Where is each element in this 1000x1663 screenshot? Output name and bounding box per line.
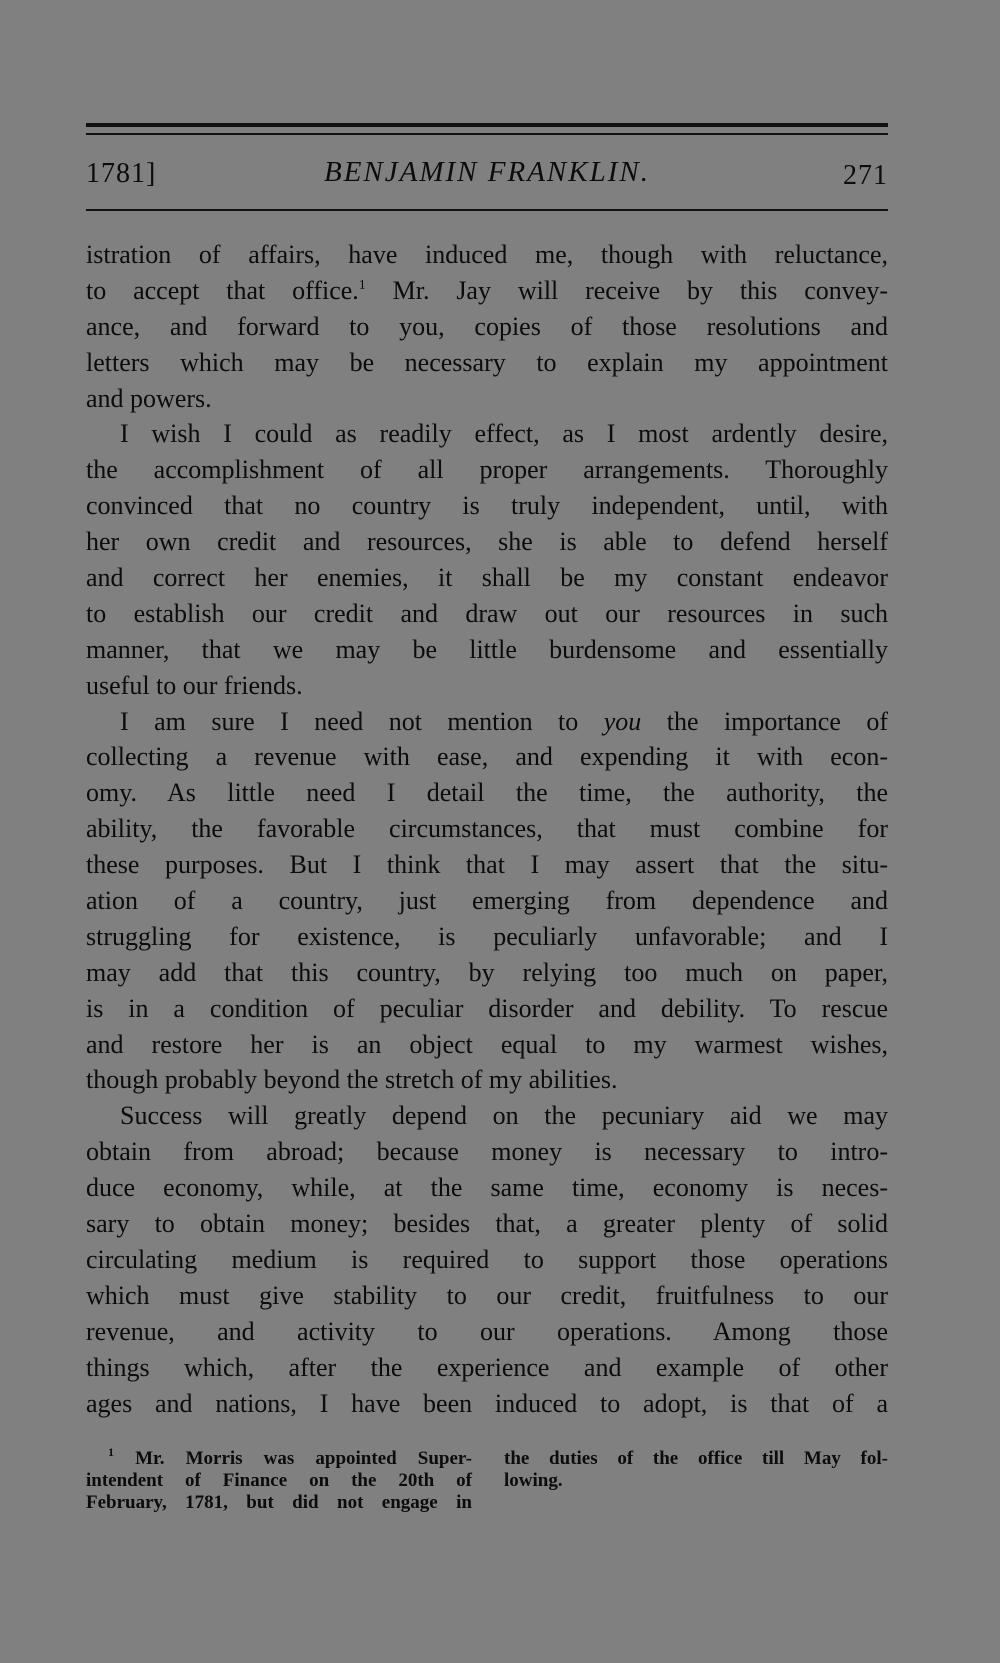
text-line: circulating medium is required to support those operations [86,1244,888,1274]
text-line: and correct her enemies, it shall be my constant endeavor [86,563,888,593]
text-line: to establish our credit and draw out our resources in such [86,598,888,628]
text-line [86,273,888,309]
text-line: convinced that no country is truly independent, until, with [86,491,888,521]
footnote-marker: 1 [108,1445,114,1459]
text-line: things which, after the experience and example of other [86,1352,888,1382]
emphasis-word: you [603,706,642,736]
text-line: obtain from abroad; because money is necessary to intro- [86,1137,888,1167]
footnote-line [86,1445,472,1470]
text-line: Success will greatly depend on the pecuniary aid we may [120,1101,888,1131]
text-line: sary to obtain money; besides that, a greater plenty of solid [86,1209,888,1239]
footnote-column-right [504,1448,888,1492]
text-line: omy. As little need I detail the time, the authority, the [86,778,888,808]
text-line: ance, and forward to you, copies of those resolutions and [86,311,888,341]
text-line: and powers. [86,383,212,413]
text-line: ages and nations, I have been induced to adopt, is that of a [86,1388,888,1418]
text-line: is in a condition of peculiar disorder and debility. To rescue [86,993,888,1023]
text-line: may add that this country, by relying too much on paper, [86,957,888,987]
text-line: which must give stability to our credit, fruitfulness to our [86,1280,888,1310]
text-segment: the importance of [641,706,888,736]
footnote-reference[interactable]: 1 [358,277,366,293]
footnote-line: February, 1781, but did not engage in [86,1492,472,1513]
header-rule-thick [86,123,888,127]
text-line: istration of affairs, have induced me, though with reluctance, [86,240,888,269]
text-line: struggling for existence, is peculiarly unfavorable; and I [86,921,888,951]
text-line: and restore her is an object equal to my warmest wishes, [86,1029,888,1059]
text-line: the accomplishment of all proper arrangements. Thoroughly [86,455,888,485]
footnote-line: lowing. [504,1470,563,1491]
running-head [86,152,888,196]
text-line: her own credit and resources, she is able to defend herself [86,527,888,557]
text-line: manner, that we may be little burdensome and essentially [86,634,888,664]
page-number: 271 [843,160,888,191]
text-line: though probably beyond the stretch of my abilities. [86,1065,618,1095]
running-head-title: BENJAMIN FRANKLIN. [324,156,650,188]
text-line: ation of a country, just emerging from dependence and [86,886,888,916]
footnote-line: the duties of the office till May fol- [504,1448,888,1469]
running-head-rule [86,209,888,211]
text-line: duce economy, while, at the same time, economy is neces- [86,1173,888,1203]
header-rule-thin [86,133,888,135]
text-line: revenue, and activity to our operations. Among those [86,1316,888,1346]
text-segment: Mr. Jay will receive by this convey- [365,275,888,305]
main-text [86,237,888,1421]
running-head-year: 1781] [86,158,157,189]
text-line [86,704,888,740]
text-line: I wish I could as readily effect, as I most ardently desire, [120,419,888,449]
text-segment: Mr. Morris was appointed Super- [135,1448,472,1469]
text-line: collecting a revenue with ease, and expending it with econ- [86,742,888,772]
text-line: these purposes. But I think that I may assert that the situ- [86,850,888,880]
text-line: ability, the favorable circumstances, that must combine for [86,814,888,844]
text-segment: I am sure I need not mention to [120,706,604,736]
footnote-column-left [86,1445,472,1514]
text-line: useful to our friends. [86,670,303,700]
footnote-line: intendent of Finance on the 20th of [86,1470,472,1491]
text-line: letters which may be necessary to explain my appointment [86,347,888,377]
text-segment: to accept that office. [86,275,359,305]
